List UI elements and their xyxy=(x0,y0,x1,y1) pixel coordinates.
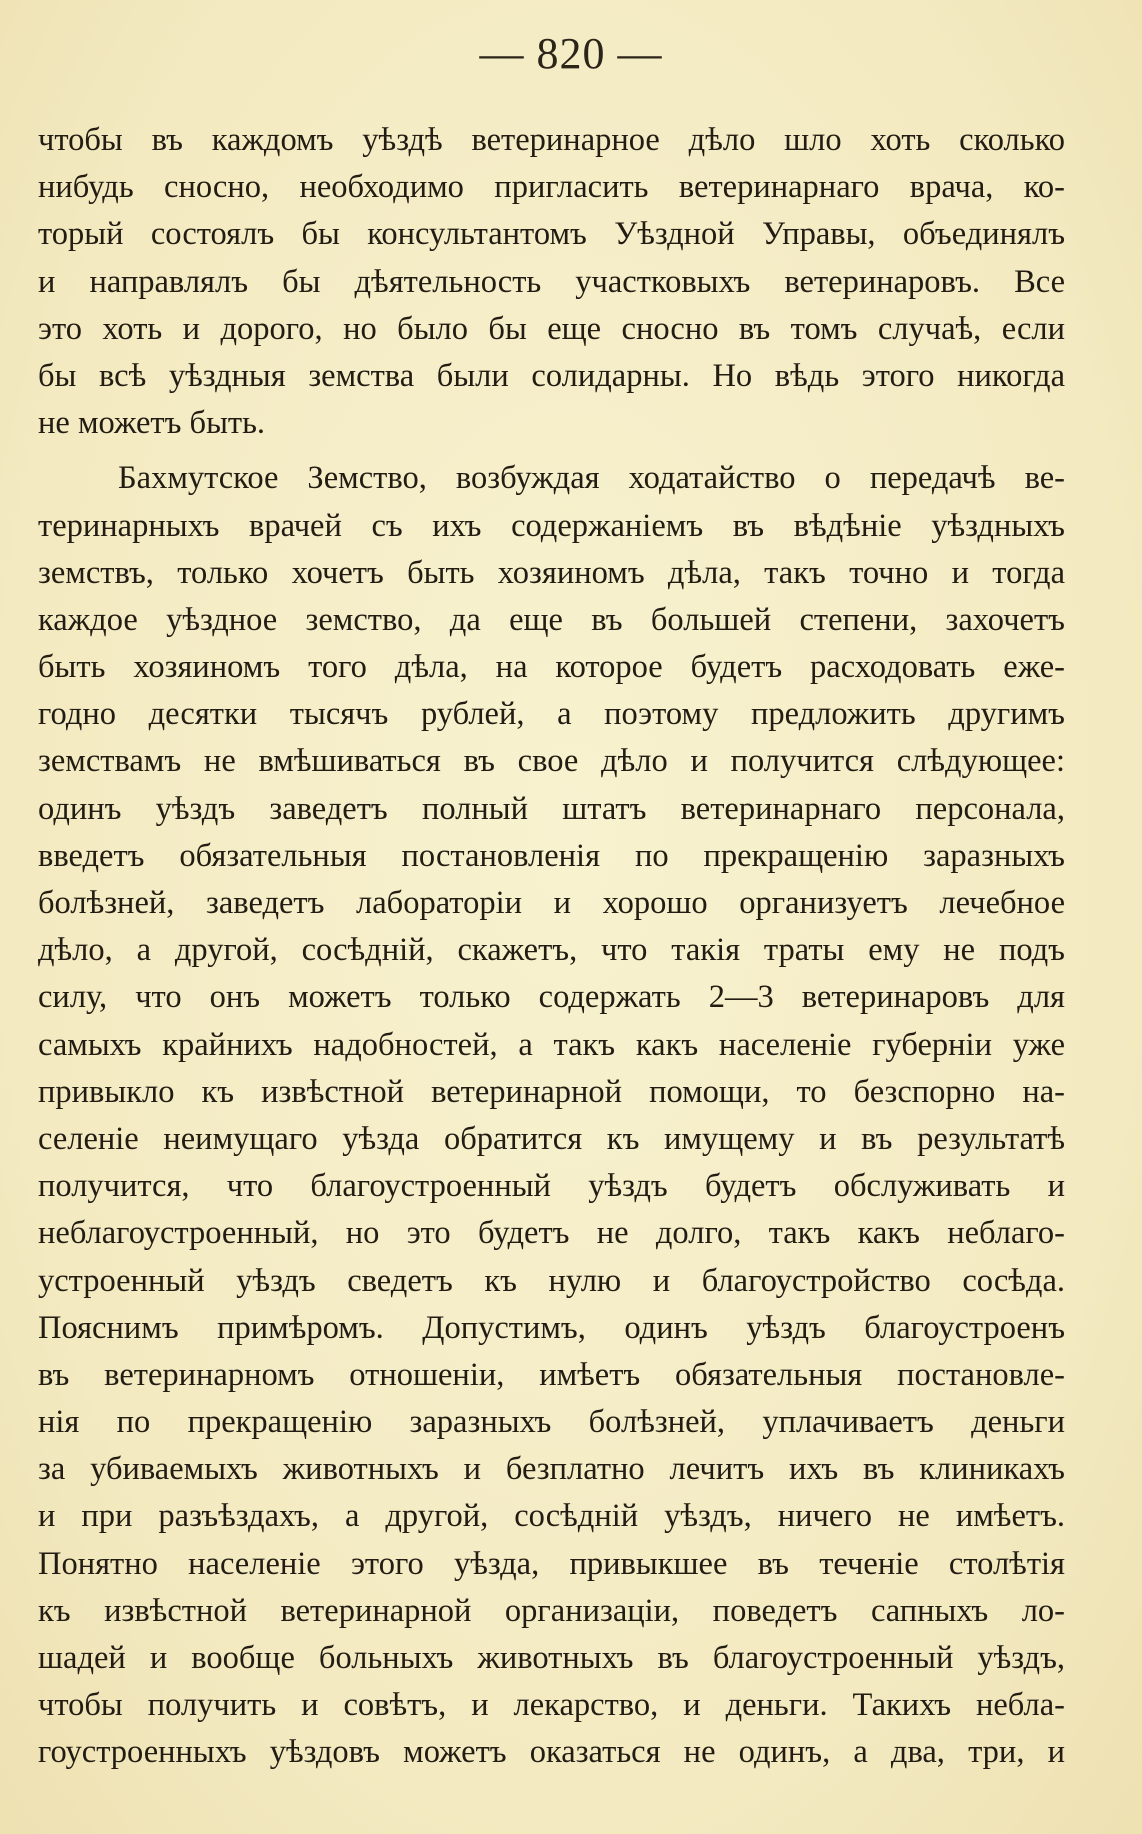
text-line: получится, что благоустроенный уѣздъ будетъ обслуживать и xyxy=(38,1168,1065,1205)
text-line: за убиваемыхъ животныхъ и безплатно лечитъ ихъ въ клиникахъ xyxy=(38,1451,1065,1488)
text-line: и направлялъ бы дѣятельность участковыхъ ветеринаровъ. Все xyxy=(38,263,1065,300)
text-line: чтобы получить и совѣтъ, и лекарство, и деньги. Такихъ небла- xyxy=(38,1687,1065,1724)
page-number: — 820 — xyxy=(479,29,663,78)
text-line: къ извѣстной ветеринарной организаціи, поведетъ сапныхъ ло- xyxy=(38,1592,1065,1629)
text-line: Понятно населеніе этого уѣзда, привыкшее въ теченіе столѣтія xyxy=(38,1545,1065,1582)
body-text xyxy=(38,117,1065,1777)
text-line: селеніе неимущаго уѣзда обратится къ имущему и въ результатѣ xyxy=(38,1120,1065,1157)
text-line: не можетъ быть. xyxy=(38,405,266,442)
text-line: устроенный уѣздъ сведетъ къ нулю и благоустройство сосѣда. xyxy=(38,1262,1065,1299)
text-line: быть хозяиномъ того дѣла, на которое будетъ расходовать еже- xyxy=(38,649,1065,686)
text-line: одинъ уѣздъ заведетъ полный штатъ ветеринарнаго персонала, xyxy=(38,790,1065,827)
text-line: гоустроенныхъ уѣздовъ можетъ оказаться не одинъ, а два, три, и xyxy=(38,1734,1065,1771)
text-line: силу, что онъ можетъ только содержать 2—3 ветеринаровъ для xyxy=(38,979,1065,1016)
text-line: каждое уѣздное земство, да еще въ большей степени, захочетъ xyxy=(38,601,1065,638)
text-line: Пояснимъ примѣромъ. Допустимъ, одинъ уѣздъ благоустроенъ xyxy=(38,1309,1065,1346)
text-line: чтобы въ каждомъ уѣздѣ ветеринарное дѣло шло хоть сколько xyxy=(38,122,1065,158)
text-line: нибудь сносно, необходимо пригласить ветеринарнаго врача, ко- xyxy=(38,169,1065,206)
text-line: шадей и вообще больныхъ животныхъ въ благоустроенный уѣздъ, xyxy=(38,1640,1065,1676)
text-line: самыхъ крайнихъ надобностей, а такъ какъ населеніе губерніи уже xyxy=(38,1026,1065,1063)
text-line: Бахмутское Земство, возбуждая ходатайство о передачѣ ве- xyxy=(118,460,1065,497)
paragraph-1 xyxy=(38,117,1065,447)
text-line: введетъ обязательныя постановленія по прекращенію заразныхъ xyxy=(38,837,1065,874)
paragraph-2 xyxy=(38,455,1065,1776)
text-line: дѣло, а другой, сосѣдній, скажетъ, что такія траты ему не подъ xyxy=(38,932,1065,969)
text-line: неблагоустроенный, но это будетъ не долго, такъ какъ неблаго- xyxy=(38,1215,1065,1252)
text-line: болѣзней, заведетъ лабораторіи и хорошо организуетъ лечебное xyxy=(38,885,1065,921)
text-line: это хоть и дорого, но было бы еще сносно въ томъ случаѣ, если xyxy=(38,310,1065,347)
text-line: въ ветеринарномъ отношеніи, имѣетъ обязательныя постановле- xyxy=(38,1356,1065,1393)
text-line: торый состоялъ бы консультантомъ Уѣздной Управы, объединялъ xyxy=(38,216,1065,253)
text-line: земствамъ не вмѣшиваться въ свое дѣло и получится слѣдующее: xyxy=(38,743,1065,780)
text-line: земствъ, только хочетъ быть хозяиномъ дѣла, такъ точно и тогда xyxy=(38,554,1065,591)
text-line: годно десятки тысячъ рублей, а поэтому предложить другимъ xyxy=(38,696,1065,733)
paragraph-gap xyxy=(38,447,1065,455)
text-line: и при разъѣздахъ, а другой, сосѣдній уѣздъ, ничего не имѣетъ. xyxy=(38,1498,1065,1535)
text-line: теринарныхъ врачей съ ихъ содержаніемъ въ вѣдѣніе уѣздныхъ xyxy=(38,507,1065,544)
text-line: нія по прекращенію заразныхъ болѣзней, уплачиваетъ деньги xyxy=(38,1404,1065,1441)
text-line: привыкло къ извѣстной ветеринарной помощи, то безспорно на- xyxy=(38,1073,1065,1110)
text-line: бы всѣ уѣздныя земства были солидарны. Но вѣдь этого никогда xyxy=(38,357,1065,394)
